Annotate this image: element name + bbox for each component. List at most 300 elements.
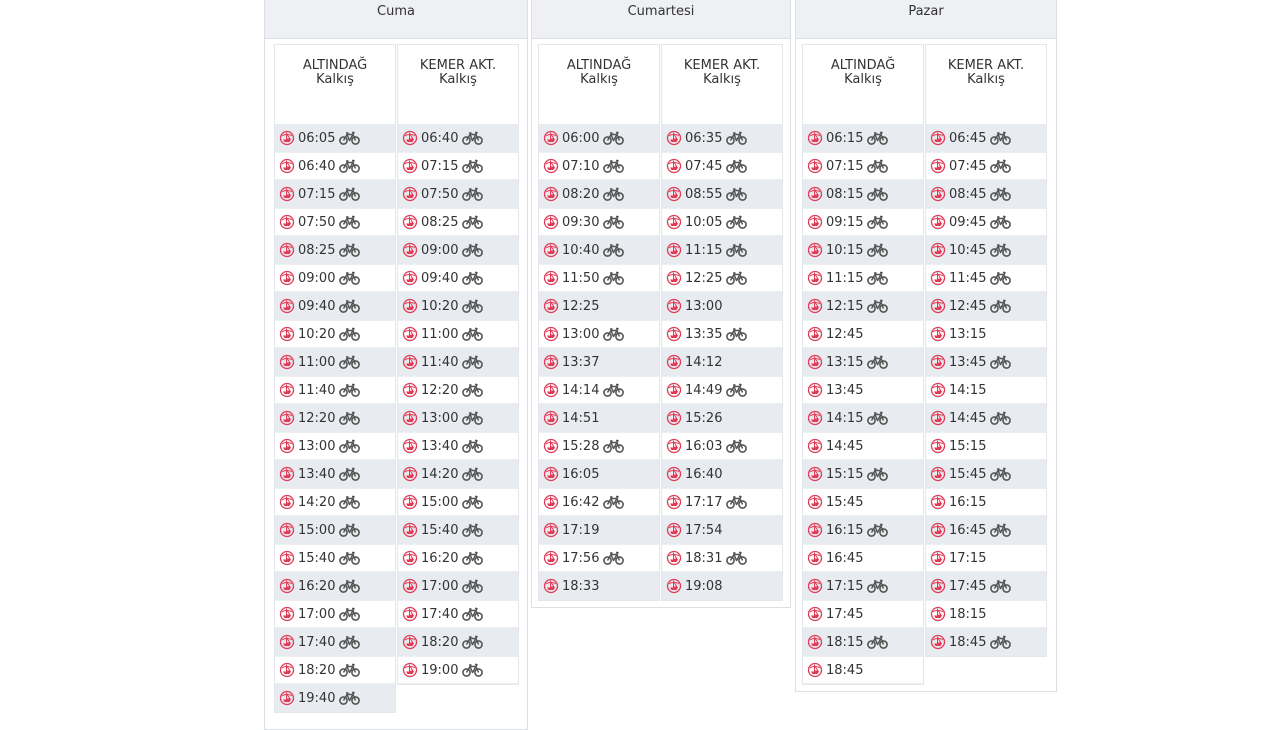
departure-time: 09:40 (298, 298, 336, 314)
ferry-logo-icon (402, 242, 418, 258)
bicycle-icon (462, 215, 483, 229)
ferry-logo-icon (402, 578, 418, 594)
bicycle-icon (339, 439, 360, 453)
departure-time: 18:45 (826, 662, 864, 678)
departure-time: 16:45 (826, 550, 864, 566)
bicycle-icon (603, 495, 624, 509)
departure-time: 07:45 (949, 158, 987, 174)
trip-row (926, 600, 1046, 628)
column-altindag (274, 44, 396, 713)
trip-row (398, 488, 518, 516)
departure-time: 11:00 (298, 354, 336, 370)
trip-row (539, 376, 659, 404)
departure-time: 14:15 (949, 382, 987, 398)
bicycle-icon (462, 467, 483, 481)
trip-row (398, 236, 518, 264)
departure-time: 08:45 (949, 186, 987, 202)
departure-label: Kalkış (580, 72, 618, 87)
departure-time: 18:20 (421, 634, 459, 650)
ferry-logo-icon (807, 410, 823, 426)
departure-time: 09:15 (826, 214, 864, 230)
trip-row (662, 376, 782, 404)
trip-row (398, 600, 518, 628)
departure-time: 06:15 (826, 130, 864, 146)
ferry-logo-icon (402, 186, 418, 202)
trip-row (275, 264, 395, 292)
ferry-logo-icon (402, 494, 418, 510)
bicycle-icon (603, 551, 624, 565)
ferry-logo-icon (279, 410, 295, 426)
departure-time: 09:00 (421, 242, 459, 258)
departure-time: 11:40 (421, 354, 459, 370)
departure-time: 17:45 (826, 606, 864, 622)
trip-row (926, 348, 1046, 376)
trip-row (275, 180, 395, 208)
departure-label: Kalkış (316, 72, 354, 87)
ferry-logo-icon (666, 578, 682, 594)
bicycle-icon (339, 131, 360, 145)
trip-row (662, 572, 782, 600)
departure-time: 16:40 (685, 466, 723, 482)
trip-row (275, 600, 395, 628)
departure-time: 11:00 (421, 326, 459, 342)
bicycle-icon (726, 271, 747, 285)
departure-time: 13:00 (685, 298, 723, 314)
trip-row (662, 488, 782, 516)
trip-row (539, 292, 659, 320)
ferry-logo-icon (807, 522, 823, 538)
ferry-logo-icon (279, 634, 295, 650)
ferry-logo-icon (807, 354, 823, 370)
trip-row (803, 432, 923, 460)
ferry-logo-icon (279, 130, 295, 146)
departure-time: 17:00 (298, 606, 336, 622)
station-name: KEMER AKT. (683, 58, 761, 73)
ferry-logo-icon (930, 186, 946, 202)
ferry-logo-icon (666, 466, 682, 482)
trip-row (803, 320, 923, 348)
bicycle-icon (603, 187, 624, 201)
ferry-logo-icon (279, 522, 295, 538)
trip-row (275, 124, 395, 152)
departure-time: 15:15 (826, 466, 864, 482)
ferry-logo-icon (543, 550, 559, 566)
column-altindag (538, 44, 660, 601)
bicycle-icon (726, 187, 747, 201)
departure-time: 15:26 (685, 410, 723, 426)
bicycle-icon (867, 159, 888, 173)
ferry-logo-icon (807, 382, 823, 398)
trip-row (926, 544, 1046, 572)
trip-row (539, 348, 659, 376)
departure-time: 16:05 (562, 466, 600, 482)
departure-time: 10:05 (685, 214, 723, 230)
trip-row (662, 320, 782, 348)
trip-row (539, 236, 659, 264)
ferry-logo-icon (666, 298, 682, 314)
ferry-logo-icon (279, 354, 295, 370)
departure-time: 09:45 (949, 214, 987, 230)
ferry-logo-icon (930, 326, 946, 342)
departure-time: 13:40 (298, 466, 336, 482)
ferry-logo-icon (930, 606, 946, 622)
ferry-logo-icon (543, 522, 559, 538)
ferry-logo-icon (402, 606, 418, 622)
departure-time: 07:50 (298, 214, 336, 230)
trip-row (662, 264, 782, 292)
trip-row (662, 180, 782, 208)
departure-time: 17:45 (949, 578, 987, 594)
trip-row (926, 404, 1046, 432)
trip-list (274, 124, 396, 713)
ferry-logo-icon (807, 270, 823, 286)
departure-time: 13:15 (826, 354, 864, 370)
trip-row (539, 264, 659, 292)
day-title: Cuma (377, 4, 415, 19)
ferry-logo-icon (930, 382, 946, 398)
bicycle-icon (867, 243, 888, 257)
ferry-logo-icon (279, 550, 295, 566)
departure-label: Kalkış (703, 72, 741, 87)
departure-time: 19:40 (298, 690, 336, 706)
trip-row (539, 404, 659, 432)
ferry-logo-icon (666, 186, 682, 202)
ferry-logo-icon (279, 382, 295, 398)
ferry-logo-icon (807, 186, 823, 202)
bicycle-icon (339, 663, 360, 677)
bicycle-icon (726, 243, 747, 257)
trip-row (803, 544, 923, 572)
departure-label: Kalkış (844, 72, 882, 87)
ferry-logo-icon (402, 130, 418, 146)
column-header (274, 44, 396, 124)
bicycle-icon (990, 355, 1011, 369)
day-header (796, 0, 1056, 39)
ferry-logo-icon (543, 578, 559, 594)
trip-row (275, 432, 395, 460)
bicycle-icon (462, 383, 483, 397)
departure-time: 18:33 (562, 578, 600, 594)
station-name: KEMER AKT. (947, 58, 1025, 73)
trip-row (803, 152, 923, 180)
ferry-logo-icon (279, 214, 295, 230)
departure-time: 15:45 (826, 494, 864, 510)
ferry-logo-icon (543, 354, 559, 370)
trip-row (275, 628, 395, 656)
departure-time: 10:15 (826, 242, 864, 258)
departure-time: 17:40 (298, 634, 336, 650)
departure-label: Kalkış (967, 72, 1005, 87)
bicycle-icon (990, 271, 1011, 285)
ferry-logo-icon (543, 186, 559, 202)
day-panel-cuma (264, 0, 528, 730)
departure-time: 07:15 (826, 158, 864, 174)
column-header (661, 44, 783, 124)
departure-time: 15:45 (949, 466, 987, 482)
trip-row (539, 572, 659, 600)
ferry-logo-icon (807, 130, 823, 146)
trip-row (275, 208, 395, 236)
ferry-logo-icon (402, 550, 418, 566)
ferry-logo-icon (279, 326, 295, 342)
ferry-logo-icon (930, 494, 946, 510)
trip-list (397, 124, 519, 685)
trip-row (275, 152, 395, 180)
trip-list (538, 124, 660, 601)
bicycle-icon (603, 131, 624, 145)
ferry-logo-icon (402, 438, 418, 454)
trip-row (662, 348, 782, 376)
trip-row (539, 320, 659, 348)
ferry-logo-icon (543, 298, 559, 314)
departure-time: 13:37 (562, 354, 600, 370)
trip-row (662, 432, 782, 460)
bicycle-icon (339, 187, 360, 201)
bicycle-icon (867, 215, 888, 229)
trip-row (662, 124, 782, 152)
bicycle-icon (867, 411, 888, 425)
ferry-logo-icon (807, 662, 823, 678)
bicycle-icon (990, 187, 1011, 201)
departure-time: 06:00 (562, 130, 600, 146)
trip-row (926, 488, 1046, 516)
trip-row (803, 208, 923, 236)
ferry-logo-icon (402, 326, 418, 342)
departure-time: 15:00 (421, 494, 459, 510)
bicycle-icon (726, 439, 747, 453)
departure-time: 12:20 (421, 382, 459, 398)
trip-row (662, 292, 782, 320)
bicycle-icon (603, 271, 624, 285)
trip-row (398, 208, 518, 236)
trip-row (803, 460, 923, 488)
trip-list (925, 124, 1047, 657)
departure-label: Kalkış (439, 72, 477, 87)
trip-row (398, 124, 518, 152)
trip-row (398, 180, 518, 208)
ferry-logo-icon (807, 634, 823, 650)
departure-time: 19:08 (685, 578, 723, 594)
ferry-logo-icon (543, 158, 559, 174)
ferry-logo-icon (930, 634, 946, 650)
ferry-logo-icon (402, 522, 418, 538)
departure-time: 17:17 (685, 494, 723, 510)
bicycle-icon (867, 271, 888, 285)
departure-time: 07:50 (421, 186, 459, 202)
departure-time: 15:15 (949, 438, 987, 454)
trip-row (275, 320, 395, 348)
departure-time: 09:00 (298, 270, 336, 286)
bicycle-icon (726, 327, 747, 341)
departure-time: 07:45 (685, 158, 723, 174)
departure-time: 14:20 (421, 466, 459, 482)
trip-row (926, 264, 1046, 292)
departure-time: 18:15 (949, 606, 987, 622)
ferry-logo-icon (666, 270, 682, 286)
trip-row (275, 656, 395, 684)
departure-time: 14:45 (949, 410, 987, 426)
station-name: ALTINDAĞ (830, 58, 896, 73)
trip-row (539, 460, 659, 488)
bicycle-icon (339, 243, 360, 257)
bicycle-icon (339, 411, 360, 425)
trip-row (275, 460, 395, 488)
departure-time: 16:45 (949, 522, 987, 538)
departure-time: 16:15 (949, 494, 987, 510)
departure-time: 15:40 (421, 522, 459, 538)
trip-row (398, 264, 518, 292)
bicycle-icon (990, 159, 1011, 173)
bicycle-icon (603, 327, 624, 341)
bicycle-icon (990, 579, 1011, 593)
trip-row (926, 516, 1046, 544)
ferry-logo-icon (666, 130, 682, 146)
ferry-logo-icon (930, 578, 946, 594)
ferry-logo-icon (666, 214, 682, 230)
ferry-logo-icon (666, 494, 682, 510)
departure-time: 07:15 (298, 186, 336, 202)
departure-time: 13:45 (949, 354, 987, 370)
ferry-logo-icon (402, 298, 418, 314)
trip-row (275, 292, 395, 320)
day-panel-cumartesi (531, 0, 791, 608)
bicycle-icon (990, 411, 1011, 425)
departure-time: 13:00 (421, 410, 459, 426)
bicycle-icon (462, 635, 483, 649)
departure-time: 06:40 (298, 158, 336, 174)
trip-row (926, 208, 1046, 236)
departure-time: 16:42 (562, 494, 600, 510)
departure-time: 12:25 (685, 270, 723, 286)
ferry-logo-icon (930, 214, 946, 230)
ferry-logo-icon (666, 522, 682, 538)
trip-row (539, 152, 659, 180)
bicycle-icon (867, 355, 888, 369)
column-header (925, 44, 1047, 124)
ferry-logo-icon (402, 410, 418, 426)
bicycle-icon (990, 523, 1011, 537)
trip-row (926, 180, 1046, 208)
ferry-logo-icon (543, 326, 559, 342)
ferry-logo-icon (279, 466, 295, 482)
trip-row (398, 404, 518, 432)
trip-row (398, 544, 518, 572)
departure-time: 08:15 (826, 186, 864, 202)
station-name: ALTINDAĞ (566, 58, 632, 73)
ferry-logo-icon (807, 298, 823, 314)
departure-time: 06:35 (685, 130, 723, 146)
trip-row (662, 152, 782, 180)
bicycle-icon (339, 551, 360, 565)
trip-row (803, 124, 923, 152)
bicycle-icon (462, 523, 483, 537)
bicycle-icon (339, 215, 360, 229)
departure-time: 12:15 (826, 298, 864, 314)
ferry-logo-icon (279, 578, 295, 594)
departure-time: 18:15 (826, 634, 864, 650)
ferry-logo-icon (279, 298, 295, 314)
day-title: Pazar (908, 4, 944, 19)
trip-row (539, 544, 659, 572)
trip-row (926, 152, 1046, 180)
column-kemer (397, 44, 519, 713)
ferry-logo-icon (807, 466, 823, 482)
bicycle-icon (462, 131, 483, 145)
departure-time: 09:30 (562, 214, 600, 230)
trip-row (539, 180, 659, 208)
trip-row (803, 348, 923, 376)
ferry-logo-icon (543, 382, 559, 398)
bicycle-icon (339, 635, 360, 649)
bicycle-icon (462, 579, 483, 593)
ferry-logo-icon (279, 438, 295, 454)
ferry-logo-icon (543, 270, 559, 286)
bicycle-icon (462, 159, 483, 173)
ferry-logo-icon (402, 214, 418, 230)
bicycle-icon (726, 551, 747, 565)
trip-row (275, 516, 395, 544)
ferry-logo-icon (930, 158, 946, 174)
ferry-logo-icon (279, 270, 295, 286)
bicycle-icon (339, 327, 360, 341)
departure-time: 08:20 (562, 186, 600, 202)
bicycle-icon (990, 243, 1011, 257)
bicycle-icon (867, 523, 888, 537)
column-header (802, 44, 924, 124)
departure-time: 17:19 (562, 522, 600, 538)
ferry-logo-icon (402, 270, 418, 286)
trip-row (398, 572, 518, 600)
ferry-logo-icon (543, 242, 559, 258)
trip-row (803, 236, 923, 264)
ferry-logo-icon (543, 214, 559, 230)
ferry-logo-icon (279, 606, 295, 622)
trip-row (398, 152, 518, 180)
departure-time: 16:20 (421, 550, 459, 566)
trip-row (275, 572, 395, 600)
trip-row (803, 656, 923, 684)
bicycle-icon (339, 467, 360, 481)
departure-time: 12:45 (949, 298, 987, 314)
ferry-logo-icon (279, 662, 295, 678)
trip-row (275, 544, 395, 572)
bicycle-icon (462, 411, 483, 425)
departure-time: 18:31 (685, 550, 723, 566)
ferry-logo-icon (930, 522, 946, 538)
ferry-logo-icon (402, 466, 418, 482)
ferry-logo-icon (930, 410, 946, 426)
trip-row (398, 628, 518, 656)
ferry-logo-icon (807, 550, 823, 566)
trip-row (539, 488, 659, 516)
departure-time: 13:00 (562, 326, 600, 342)
bicycle-icon (462, 607, 483, 621)
departure-time: 17:15 (949, 550, 987, 566)
departure-time: 06:40 (421, 130, 459, 146)
trip-row (926, 320, 1046, 348)
trip-row (398, 376, 518, 404)
ferry-logo-icon (666, 158, 682, 174)
bicycle-icon (603, 159, 624, 173)
ferry-logo-icon (930, 438, 946, 454)
trip-row (398, 516, 518, 544)
departure-time: 08:25 (421, 214, 459, 230)
departure-time: 18:20 (298, 662, 336, 678)
bicycle-icon (462, 439, 483, 453)
departure-time: 12:45 (826, 326, 864, 342)
bicycle-icon (462, 355, 483, 369)
departure-time: 15:40 (298, 550, 336, 566)
